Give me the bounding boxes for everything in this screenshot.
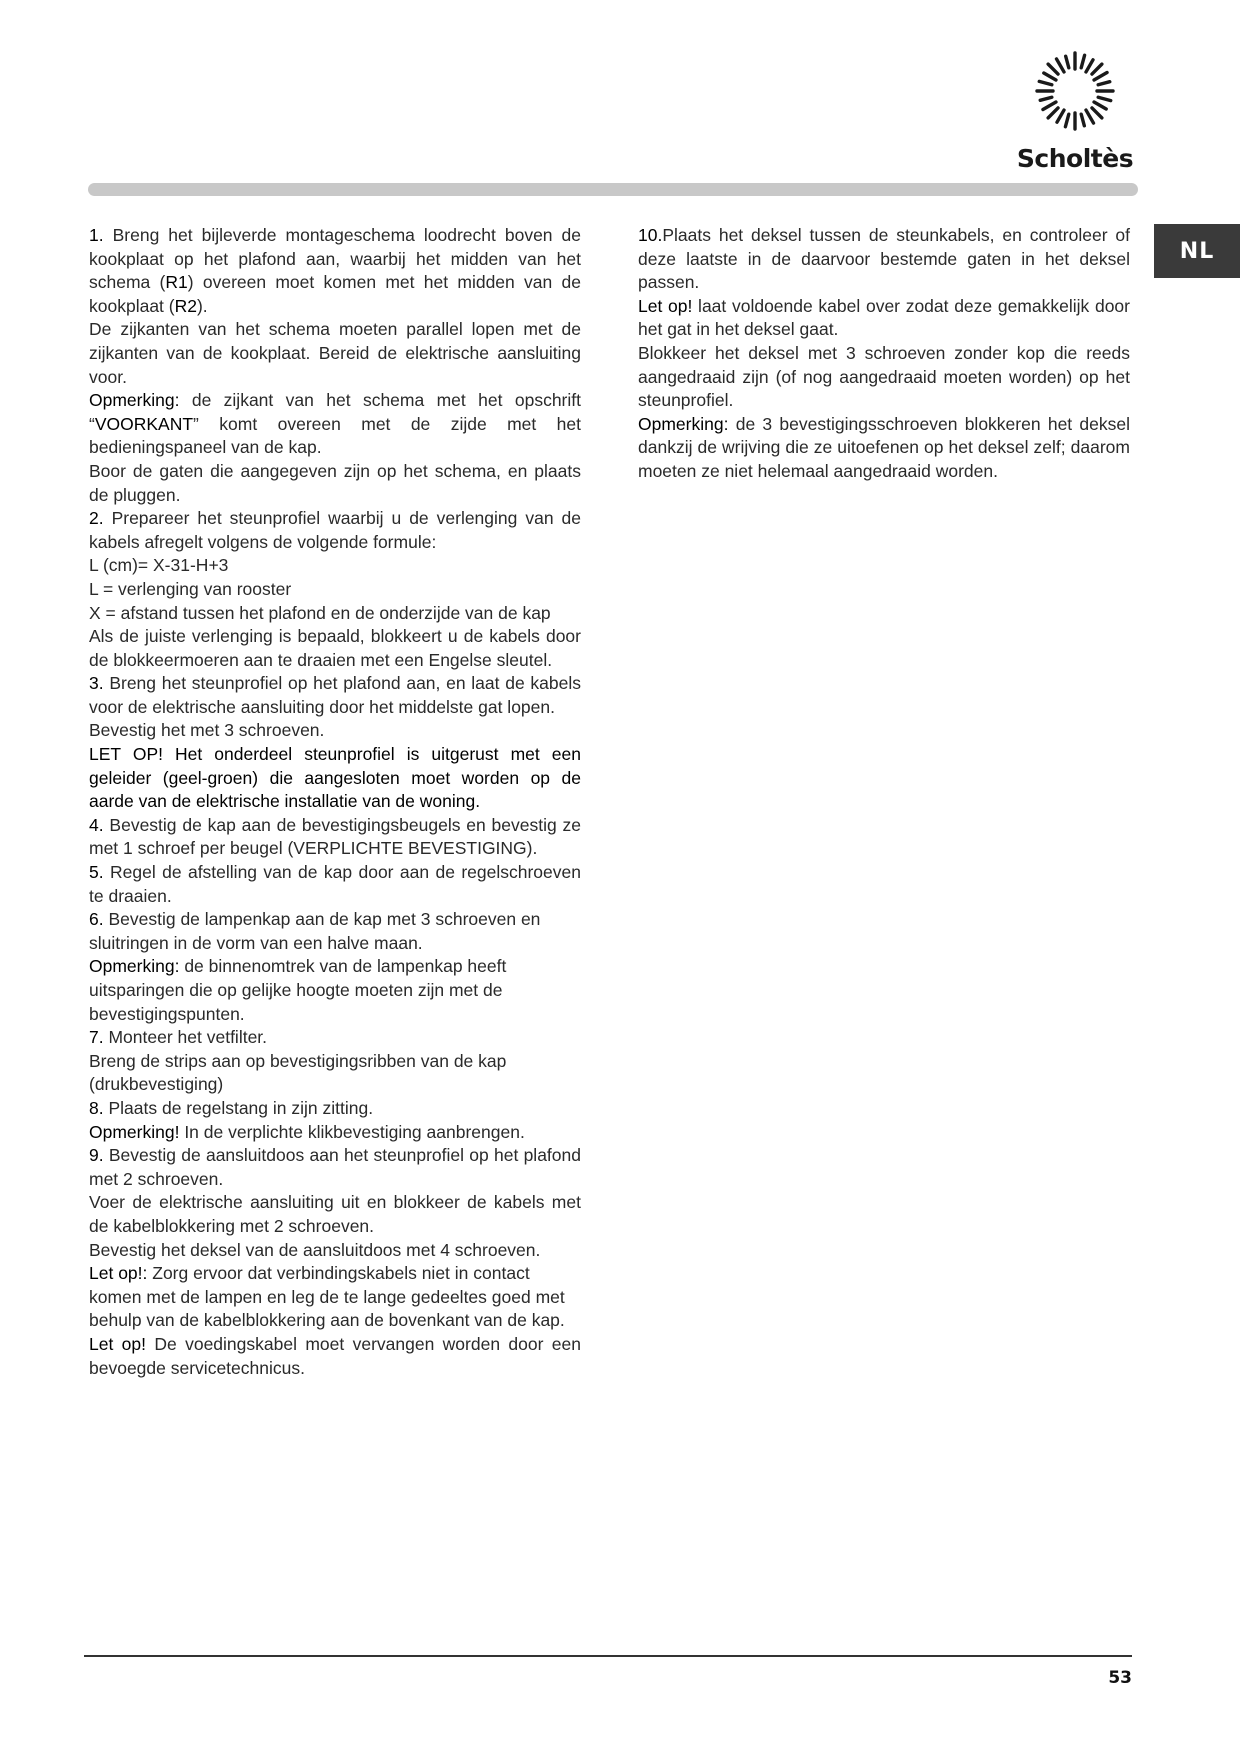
step-2: 2. Prepareer het steunprofiel waarbij u de verlenging van de kabels afregelt volgens de volgende formule:	[89, 508, 581, 552]
header-bar	[88, 183, 1138, 196]
step-number: 7.	[89, 1027, 104, 1048]
step-number: 9.	[89, 1145, 104, 1166]
page-number: 53	[1108, 1668, 1132, 1688]
note: Opmerking: de zijkant van het schema met het opschrift “VOORKANT” komt overeen met de zijde met het bedieningspaneel van de kap.	[89, 390, 581, 458]
reference-r2: R2	[174, 295, 197, 316]
step-number: 3.	[89, 673, 104, 694]
paragraph: Als de juiste verlenging is bepaald, blokkeert u de kabels door de blokkeermoeren aan te draaien met een Engelse sleutel.	[89, 626, 581, 670]
step-number: 6.	[89, 909, 104, 930]
step-number: 1.	[89, 225, 104, 245]
paragraph: Breng de strips aan op bevestigingsribben van de kap (drukbevestiging)	[89, 1050, 507, 1095]
step-number: 2.	[89, 508, 104, 529]
formula: L (cm)= X-31-H+3	[89, 555, 229, 576]
paragraph: Voer de elektrische aansluiting uit en blokkeer de kabels met de kabelblokkering met 2 schroeven.	[89, 1192, 581, 1236]
brand-logo	[1012, 48, 1142, 178]
step-9: 9. Bevestig de aansluitdoos aan het steunprofiel op het plafond met 2 schroeven.	[89, 1145, 581, 1189]
note-label: Opmerking:	[638, 413, 729, 434]
step-number: 10.	[638, 225, 663, 245]
left-column	[89, 224, 581, 1380]
step-1: 1. Breng het bijleverde montageschema loodrecht boven de kookplaat op het plafond aan, waarbij het midden van het schema (R1) overeen moet komen met het midden van de kookplaat (R2).	[89, 225, 581, 316]
warning: LET OP! Het onderdeel steunprofiel is uitgerust met een geleider (geel-groen) die aangesloten moet worden op de aarde van de elektrische installatie van de woning.	[89, 744, 581, 812]
step-4: 4. Bevestig de kap aan de bevestigingsbeugels en bevestig ze met 1 schroef per beugel (VERPLICHTE BEVESTIGING).	[89, 814, 581, 859]
sun-burst-icon	[1032, 48, 1118, 134]
footer-rule	[84, 1655, 1132, 1657]
step-number: 5.	[89, 862, 104, 883]
note-label: Opmerking:	[89, 956, 180, 977]
step-3: 3. Breng het steunprofiel op het plafond aan, en laat de kabels voor de elektrische aansluiting door het middelste gat lopen.	[89, 673, 581, 717]
note-label: Opmerking!	[89, 1121, 180, 1142]
step-6: 6. Bevestig de lampenkap aan de kap met 3 schroeven en sluitringen in de vorm van een halve maan.	[89, 909, 541, 953]
paragraph: Blokkeer het deksel met 3 schroeven zonder kop die reeds aangedraaid zijn (of nog aangedraaid moeten worden) op het steunprofiel.	[638, 342, 1130, 411]
brand-name: Scholtès	[1016, 144, 1134, 173]
right-column	[638, 224, 1130, 484]
paragraph: De zijkanten van het schema moeten parallel lopen met de zijkanten van de kookplaat. Bereid de elektrische aansluiting voor.	[89, 319, 581, 387]
note: Opmerking! In de verplichte klikbevestiging aanbrengen.	[89, 1121, 525, 1142]
step-10: 10.Plaats het deksel tussen de steunkabels, en controleer of deze laatste in de daarvoor bestemde gaten in het deksel passen.	[638, 225, 1130, 293]
note: Let op! laat voldoende kabel over zodat deze gemakkelijk door het gat in het deksel gaat.	[638, 295, 1130, 340]
note: Opmerking: de 3 bevestigingsschroeven blokkeren het deksel dankzij de wrijving die ze uitoefenen op het deksel zelf; daarom moeten ze niet helemaal aangedraaid worden.	[638, 413, 1130, 481]
note: Let op!: Zorg ervoor dat verbindingskabels niet in contact komen met de lampen en leg de te lange gedeeltes goed met behulp van de kabelblokkering aan de bovenkant van de kap.	[89, 1263, 565, 1331]
note-label: Opmerking:	[89, 390, 180, 411]
note-label: Let op!	[89, 1333, 147, 1354]
step-number: 4.	[89, 814, 104, 835]
reference-r1: R1	[165, 272, 188, 293]
definition-l: L = verlenging van rooster	[89, 578, 292, 599]
step-8: 8. Plaats de regelstang in zijn zitting.	[89, 1097, 374, 1118]
language-tab: NL	[1154, 224, 1240, 278]
step-5: 5. Regel de afstelling van de kap door aan de regelschroeven te draaien.	[89, 862, 581, 906]
paragraph: Bevestig het deksel van de aansluitdoos met 4 schroeven.	[89, 1239, 541, 1260]
step-number: 8.	[89, 1097, 104, 1118]
note: Let op! De voedingskabel moet vervangen worden door een bevoegde servicetechnicus.	[89, 1333, 581, 1378]
note-label: Let op!:	[89, 1263, 148, 1284]
paragraph: Boor de gaten die aangegeven zijn op het schema, en plaats de pluggen.	[89, 460, 581, 505]
definition-x: X = afstand tussen het plafond en de onderzijde van de kap	[89, 602, 551, 623]
step-7: 7. Monteer het vetfilter.	[89, 1027, 268, 1048]
note: Opmerking: de binnenomtrek van de lampenkap heeft uitsparingen die op gelijke hoogte moeten zijn met de bevestigingspunten.	[89, 956, 507, 1024]
paragraph: Bevestig het met 3 schroeven.	[89, 720, 325, 741]
keyword: VOORKANT	[94, 413, 194, 434]
note-label: Let op!	[638, 295, 693, 316]
